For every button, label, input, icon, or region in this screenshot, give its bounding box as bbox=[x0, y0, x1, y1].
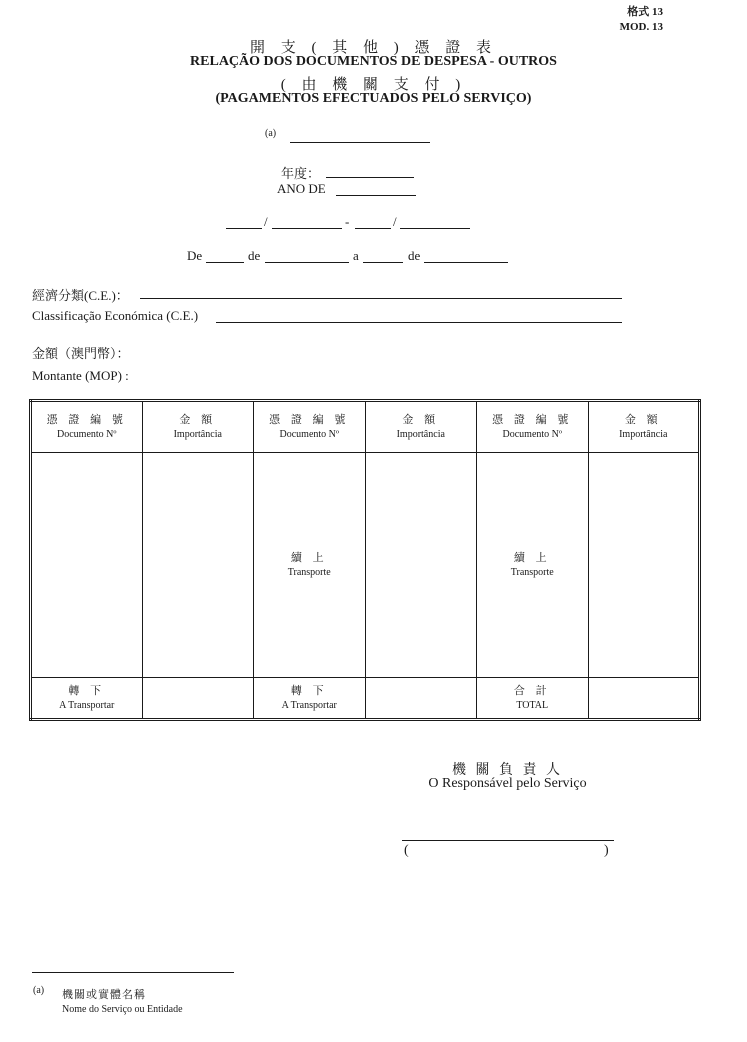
signature-paren-close: ) bbox=[604, 843, 609, 858]
period-start-month-field[interactable] bbox=[265, 262, 349, 263]
form-code-zh: 格式 13 bbox=[627, 6, 663, 18]
total-amount[interactable] bbox=[588, 677, 700, 719]
signature-name-field[interactable] bbox=[416, 846, 596, 862]
year-label-pt: ANO DE bbox=[277, 181, 326, 196]
header-amount-3: 金 額 Importância bbox=[588, 401, 700, 453]
doc-no-cell-1[interactable] bbox=[31, 453, 143, 677]
carry-forward-amount-1[interactable] bbox=[142, 677, 254, 719]
amount-cell-2[interactable] bbox=[365, 453, 477, 677]
date-end-month-field[interactable] bbox=[400, 228, 470, 229]
period-start-day-field[interactable] bbox=[206, 262, 244, 263]
year-field-pt[interactable] bbox=[336, 195, 416, 196]
transport-in-zh-1: 續 上 bbox=[290, 552, 328, 565]
header-doc-no-2: 憑 證 編 號 Documento Nº bbox=[254, 401, 366, 453]
header-doc-no-3: 憑 證 編 號 Documento Nº bbox=[477, 401, 589, 453]
period-end-day-field[interactable] bbox=[363, 262, 403, 263]
signature-line[interactable] bbox=[402, 840, 614, 841]
period-a-label: a bbox=[353, 248, 359, 263]
header-amount-2: 金 額 Importância bbox=[365, 401, 477, 453]
table-header-row bbox=[31, 401, 700, 453]
doc-no-cell-2[interactable] bbox=[254, 453, 366, 677]
transport-in-zh-2: 續 上 bbox=[513, 552, 551, 565]
form-code-pt: MOD. 13 bbox=[619, 21, 663, 33]
ce-label-zh: 經濟分類(C.E.)： bbox=[32, 288, 129, 303]
amount-label-pt: Montante (MOP) : bbox=[32, 368, 129, 383]
carry-forward-label-1: 轉 下 A Transportar bbox=[31, 677, 143, 719]
signature-paren-open: ( bbox=[404, 843, 409, 858]
footnote-marker: (a) bbox=[33, 985, 45, 996]
period-de-label: De bbox=[187, 248, 203, 263]
signature-title-zh: 機 關 負 責 人 bbox=[452, 763, 563, 778]
title-line1-zh: 開 支 ( 其 他 ) 憑 證 表 bbox=[250, 40, 497, 56]
transport-in-pt-2: Transporte bbox=[510, 567, 554, 579]
year-label-zh: 年度： bbox=[281, 166, 321, 181]
period-de-label-2: de bbox=[248, 248, 261, 263]
amount-label-zh: 金額（澳門幣）： bbox=[32, 346, 130, 361]
date-dash: - bbox=[345, 214, 350, 229]
period-end-month-field[interactable] bbox=[424, 262, 508, 263]
date-start-month-field[interactable] bbox=[272, 228, 342, 229]
ce-label-pt: Classificação Económica (C.E.) bbox=[32, 308, 199, 323]
transport-in-pt-1: Transporte bbox=[287, 567, 331, 579]
title-line2-zh: ( 由 機 關 支 付 ) bbox=[280, 77, 467, 93]
title-line2-pt: (PAGAMENTOS EFECTUADOS PELO SERVIÇO) bbox=[215, 91, 532, 106]
documents-table bbox=[29, 399, 701, 721]
signature-title-pt: O Responsável pelo Serviço bbox=[428, 776, 587, 791]
total-label: 合 計 TOTAL bbox=[477, 677, 589, 719]
ce-field-zh[interactable] bbox=[140, 298, 622, 299]
header-doc-no-1: 憑 證 編 號 Documento Nº bbox=[31, 401, 143, 453]
date-slash-1: / bbox=[264, 214, 268, 229]
ce-field-pt[interactable] bbox=[216, 322, 622, 323]
date-slash-2: / bbox=[393, 214, 397, 229]
entity-name-field[interactable] bbox=[290, 142, 430, 143]
carry-forward-label-2: 轉 下 A Transportar bbox=[254, 677, 366, 719]
table-body-row bbox=[31, 453, 700, 677]
footnote-divider bbox=[32, 972, 234, 973]
carry-forward-amount-2[interactable] bbox=[365, 677, 477, 719]
amount-cell-3[interactable] bbox=[588, 453, 700, 677]
form-code bbox=[620, 5, 663, 35]
footnote-zh: 機關或實體名稱 bbox=[62, 989, 146, 1001]
amount-cell-1[interactable] bbox=[142, 453, 254, 677]
date-start-day-field[interactable] bbox=[226, 228, 262, 229]
header-amount-1: 金 額 Importância bbox=[142, 401, 254, 453]
title-line1-pt: RELAÇÃO DOS DOCUMENTOS DE DESPESA - OUTROS bbox=[190, 54, 557, 69]
period-de-label-3: de bbox=[408, 248, 421, 263]
date-end-day-field[interactable] bbox=[355, 228, 391, 229]
doc-no-cell-3[interactable] bbox=[477, 453, 589, 677]
year-field-zh[interactable] bbox=[326, 177, 414, 178]
entity-marker: (a) bbox=[265, 128, 277, 139]
footnote-pt: Nome do Serviço ou Entidade bbox=[62, 1004, 183, 1015]
table-footer-row bbox=[31, 677, 700, 719]
